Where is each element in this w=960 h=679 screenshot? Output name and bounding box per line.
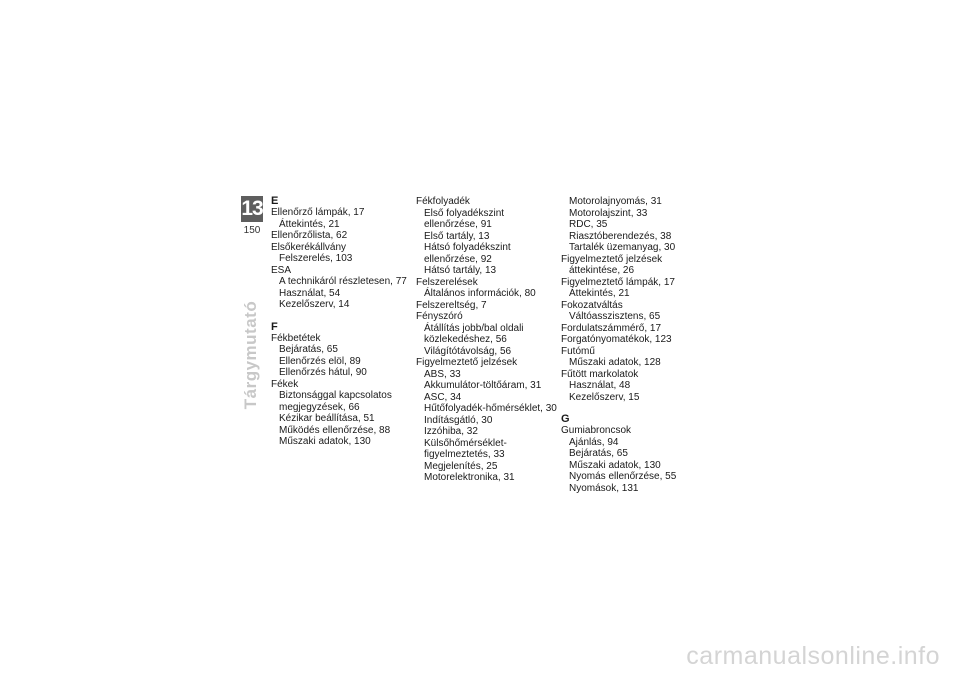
index-subentry: Biztonsággal kapcsolatos [279, 390, 392, 401]
index-entry: Fényszóró [416, 311, 463, 322]
index-subentry: Motorolajszint, 33 [569, 207, 648, 219]
index-subentry: Hátsó folyadékszint [424, 242, 511, 253]
index-subentry: Izzóhiba, 32 [424, 426, 478, 437]
index-subentry: Kezelőszerv, 15 [569, 391, 640, 403]
index-entry: Elsőkerékállvány [271, 241, 347, 253]
index-subentry: Tartalék üzemanyag, 30 [569, 242, 676, 253]
index-column-2 [416, 196, 566, 484]
index-subentry: Akkumulátor-töltőáram, 31 [424, 380, 542, 391]
index-entry: Fordulatszámmérő, 17 [561, 322, 662, 334]
index-subentry: Megjelenítés, 25 [424, 460, 498, 472]
index-subentry: Műszaki adatok, 130 [569, 459, 661, 471]
index-subentry: Felszerelés, 103 [279, 253, 353, 264]
index-subentry: Ajánlás, 94 [569, 436, 619, 448]
index-subentry: Indításgátló, 30 [424, 414, 493, 426]
index-column-1 [271, 196, 421, 448]
index-subentry: ellenőrzése, 91 [424, 219, 492, 230]
index-entry: Fékfolyadék [416, 196, 470, 207]
index-subentry: ABS, 33 [424, 368, 461, 380]
index-entry: Felszereltség, 7 [416, 299, 487, 311]
index-subentry: Áttekintés, 21 [279, 218, 340, 230]
index-entry: Figyelmeztető jelzések [416, 357, 518, 368]
index-gap [271, 311, 421, 322]
index-subentry: Kézikar beállítása, 51 [279, 413, 375, 424]
index-subentry: ASC, 34 [424, 391, 462, 403]
index-subentry: Riasztóberendezés, 38 [569, 230, 672, 242]
page-number: 150 [241, 223, 263, 237]
index-entry: Fűtött markolatok [561, 368, 639, 380]
index-subentry: A technikáról részletesen, 77 [279, 276, 407, 287]
index-subentry: Általános információk, 80 [424, 288, 536, 299]
index-subentry: Használat, 48 [569, 380, 631, 391]
index-entry: Fékbetétek [271, 332, 321, 344]
index-entry: Gumiabroncsok [561, 425, 632, 436]
index-subentry: közlekedéshez, 56 [424, 334, 507, 345]
index-entry: Fékek [271, 378, 299, 390]
index-subentry: Váltóasszisztens, 65 [569, 311, 661, 322]
index-subentry: Használat, 54 [279, 287, 341, 299]
index-subentry: Ellenőrzés elöl, 89 [279, 355, 361, 367]
index-subentry: áttekintése, 26 [569, 265, 635, 276]
index-entry: Fokozatváltás [561, 299, 623, 311]
index-subentry: Motorelektronika, 31 [424, 472, 515, 483]
index-subentry: Nyomások, 131 [569, 482, 639, 494]
index-subentry: Ellenőrzés hátul, 90 [279, 367, 367, 378]
index-subentry: Külsőhőmérséklet- [424, 437, 507, 449]
index-gap [561, 403, 711, 414]
index-entry: Futómű [561, 345, 595, 357]
index-entry: Figyelmeztető jelzések [561, 253, 663, 265]
index-subentry: Működés ellenőrzése, 88 [279, 424, 391, 436]
chapter-number: 13 [241, 197, 263, 220]
watermark: carmanualsonline.info [686, 642, 940, 670]
chapter-title: Tárgymutató [241, 300, 260, 410]
index-entry: ESA [271, 264, 292, 276]
index-subentry: Nyomás ellenőrzése, 55 [569, 471, 677, 482]
index-subentry: Hátsó tartály, 13 [424, 265, 497, 276]
index-subentry: Műszaki adatok, 128 [569, 357, 661, 368]
index-letter-heading: E [271, 195, 279, 207]
index-subentry: Bejáratás, 65 [279, 344, 338, 355]
index-subentry: Átállítás jobb/bal oldali [424, 322, 524, 334]
index-subentry: Műszaki adatok, 130 [279, 436, 371, 447]
index-entry: Ellenőrző lámpák, 17 [271, 207, 365, 218]
index-subentry: Világítótávolság, 56 [424, 345, 512, 357]
index-entry: Figyelmeztető lámpák, 17 [561, 276, 675, 288]
index-subentry: Kezelőszerv, 14 [279, 299, 350, 310]
index-subentry: Áttekintés, 21 [569, 288, 630, 299]
index-entry: Ellenőrzőlista, 62 [271, 230, 348, 241]
index-subentry: RDC, 35 [569, 219, 608, 230]
index-letter-heading: F [271, 320, 278, 333]
index-subentry: Motorolajnyomás, 31 [569, 196, 662, 207]
index-subentry: megjegyzések, 66 [279, 401, 360, 413]
index-subentry: Első folyadékszint [424, 207, 505, 219]
index-subentry: ellenőrzése, 92 [424, 253, 492, 265]
index-entry: Forgatónyomatékok, 123 [561, 334, 672, 345]
index-letter-heading: G [561, 413, 570, 425]
index-subentry: Bejáratás, 65 [569, 448, 628, 459]
index-subentry: Hűtőfolyadék-hőmérséklet, 30 [424, 403, 557, 414]
index-column-3 [561, 196, 711, 494]
index-entry: Felszerelések [416, 276, 478, 288]
index-subentry: Első tartály, 13 [424, 230, 490, 242]
index-subentry: figyelmeztetés, 33 [424, 449, 505, 460]
chapter-tab [241, 196, 263, 237]
